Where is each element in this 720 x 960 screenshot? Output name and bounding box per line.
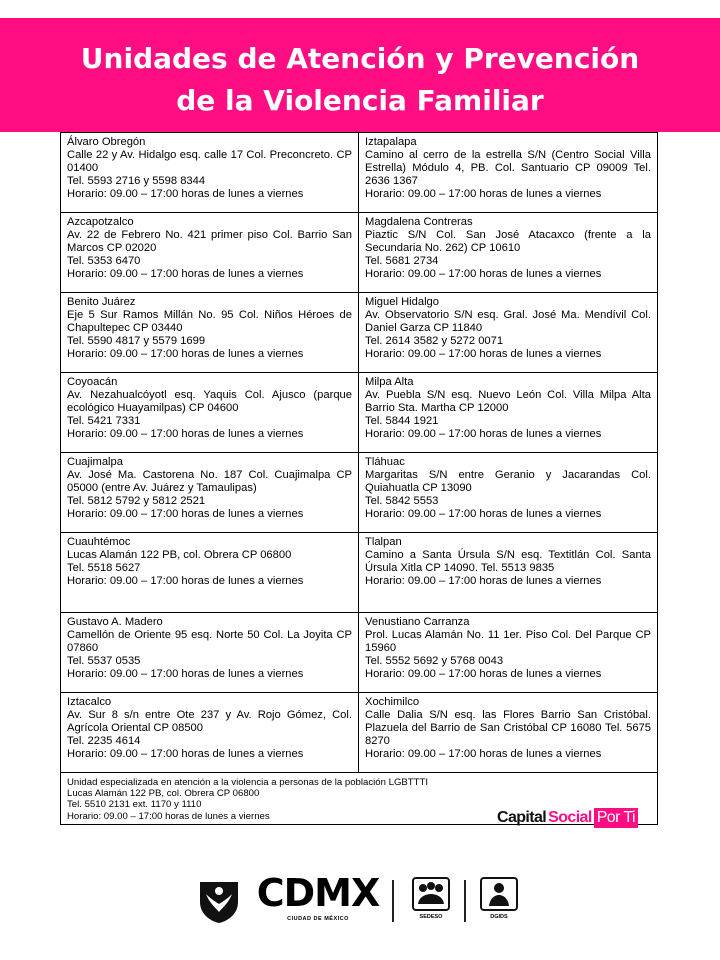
- unit-detail-line: Tel. 5842 5553: [365, 494, 439, 507]
- unit-cell: [359, 213, 658, 293]
- unit-detail-line: Camino a Santa Úrsula S/N esq. Textitlán Col. Santa Úrsula Xitla CP 14090. Tel. 5513 9835: [365, 548, 651, 574]
- unit-name: Azcapotzalco: [67, 216, 134, 228]
- unit-cell: [61, 453, 359, 533]
- unit-name: Coyoacán: [67, 376, 118, 388]
- unit-name: Gustavo A. Madero: [67, 616, 163, 628]
- unit-name: Cuajimalpa: [67, 456, 123, 468]
- unit-detail-line: Tel. 2614 3582 y 5272 0071: [365, 334, 504, 347]
- unit-detail-line: Av. Puebla S/N esq. Nuevo León Col. Villa Milpa Alta Barrio Sta. Martha CP 12000: [365, 388, 651, 414]
- unit-row: [61, 133, 658, 213]
- unit-row: [61, 453, 658, 533]
- unit-detail-line: Horario: 09.00 – 17:00 horas de lunes a viernes: [67, 747, 304, 760]
- unit-detail-line: Tel. 5681 2734: [365, 254, 439, 267]
- unit-detail-line: Horario: 09.00 – 17:00 horas de lunes a viernes: [365, 747, 602, 760]
- unit-detail-line: Av. 22 de Febrero No. 421 primer piso Col. Barrio San Marcos CP 02020: [67, 228, 352, 254]
- unit-row: [61, 693, 658, 773]
- unit-detail-line: Camino al cerro de la estrella S/N (Centro Social Villa Estrella) Módulo 4, PB. Col. Santuario CP 09009 Tel. 2636 1367: [365, 148, 651, 187]
- unit-name: Xochimilco: [365, 696, 420, 708]
- unit-cell: [359, 453, 658, 533]
- unit-cell: [359, 693, 658, 773]
- unit-cell: [61, 293, 359, 373]
- logo-divider: [464, 880, 466, 922]
- unit-detail-line: Tel. 5353 6470: [67, 254, 141, 267]
- dgids-emblem-icon: [479, 876, 519, 912]
- unit-detail-line: Lucas Alamán 122 PB, col. Obrera CP 06800: [67, 548, 292, 561]
- unit-detail-line: Camellón de Oriente 95 esq. Norte 50 Col. La Joyita CP 07860: [67, 628, 352, 654]
- unit-detail-line: Tel. 5421 7331: [67, 414, 141, 427]
- unit-name: Milpa Alta: [365, 376, 414, 388]
- unit-cell: [61, 693, 359, 773]
- unit-detail-line: Tel. 5593 2716 y 5598 8344: [67, 174, 206, 187]
- cdmx-subtitle: CIUDAD DE MÉXICO: [287, 916, 349, 922]
- special-unit-line: Lucas Alamán 122 PB, col. Obrera CP 06800: [67, 788, 260, 800]
- unit-detail-line: Horario: 09.00 – 17:00 horas de lunes a viernes: [67, 187, 304, 200]
- unit-cell: [359, 373, 658, 453]
- unit-name: Tlalpan: [365, 536, 402, 548]
- special-unit-line: Tel. 5510 2131 ext. 1170 y 1110: [67, 799, 202, 811]
- unit-name: Iztacalco: [67, 696, 112, 708]
- cdmx-wordmark: CDMX: [256, 871, 380, 915]
- unit-detail-line: Eje 5 Sur Ramos Millán No. 95 Col. Niños Héroes de Chapultepec CP 03440: [67, 308, 352, 334]
- unit-cell: [61, 533, 359, 613]
- unit-detail-line: Av. Sur 8 s/n entre Ote 237 y Av. Rojo Gómez, Col. Agrícola Oriental CP 08500: [67, 708, 352, 734]
- unit-detail-line: Calle Dalia S/N esq. las Flores Barrio San Cristóbal. Plazuela del Barrio de San Cristóbal CP 16080 Tel. 5675 8270: [365, 708, 651, 747]
- unit-detail-line: Horario: 09.00 – 17:00 horas de lunes a viernes: [365, 574, 602, 587]
- unit-name: Tláhuac: [365, 456, 405, 468]
- unit-detail-line: Tel. 5844 1921: [365, 414, 439, 427]
- unit-detail-line: Av. Nezahualcóyotl esq. Yaquis Col. Ajusco (parque ecológico Huayamilpas) CP 04600: [67, 388, 352, 414]
- unit-cell: [61, 613, 359, 693]
- unit-detail-line: Horario: 09.00 – 17:00 horas de lunes a viernes: [365, 427, 602, 440]
- unit-row: [61, 293, 658, 373]
- unit-name: Cuauhtémoc: [67, 536, 131, 548]
- unit-detail-line: Av. Observatorio S/N esq. Gral. José Ma. Mendívil Col. Daniel Garza CP 11840: [365, 308, 651, 334]
- unit-detail-line: Tel. 5537 0535: [67, 654, 141, 667]
- unit-cell: [359, 293, 658, 373]
- unit-detail-line: Margaritas S/N entre Geranio y Jacarandas Col. Quiahuatla CP 13090: [365, 468, 651, 494]
- unit-detail-line: Horario: 09.00 – 17:00 horas de lunes a viernes: [67, 507, 304, 520]
- sedeso-emblem-icon: [411, 876, 451, 912]
- brand-part-capital: Capital: [497, 809, 547, 826]
- unit-detail-line: Tel. 5590 4817 y 5579 1699: [67, 334, 206, 347]
- special-unit-line: Unidad especializada en atención a la violencia a personas de la población LGBTTTI: [67, 777, 429, 788]
- title-line-1: Unidades de Atención y Prevención: [80, 42, 640, 75]
- unit-detail-line: Prol. Lucas Alamán No. 11 1er. Piso Col. Del Parque CP 15960: [365, 628, 651, 654]
- cdmx-logo: [254, 871, 382, 926]
- unit-detail-line: Horario: 09.00 – 17:00 horas de lunes a viernes: [365, 267, 602, 280]
- brand-part-social: Social: [548, 809, 592, 826]
- page-title: [0, 38, 720, 122]
- unit-detail-line: Tel. 5518 5627: [67, 561, 141, 574]
- unit-name: Iztapalapa: [365, 136, 417, 148]
- unit-detail-line: Calle 22 y Av. Hidalgo esq. calle 17 Col. Preconcreto. CP 01400: [67, 148, 352, 174]
- unit-detail-line: Horario: 09.00 – 17:00 horas de lunes a viernes: [365, 667, 602, 680]
- logo-divider: [392, 880, 394, 922]
- unit-name: Benito Juárez: [67, 296, 136, 308]
- unit-name: Álvaro Obregón: [67, 136, 146, 148]
- sedeso-logo: [411, 876, 451, 926]
- footer-logos: [196, 871, 526, 926]
- unit-cell: [359, 133, 658, 213]
- unit-name: Venustiano Carranza: [365, 616, 470, 628]
- unit-detail-line: Piaztic S/N Col. San José Atacaxco (frente a la Secundaria No. 262) CP 10610: [365, 228, 651, 254]
- shield-emblem-icon: [196, 878, 242, 924]
- unit-cell: [359, 613, 658, 693]
- unit-row: [61, 373, 658, 453]
- sedeso-label: SEDESO: [419, 914, 443, 920]
- unit-name: Magdalena Contreras: [365, 216, 473, 228]
- unit-detail-line: Horario: 09.00 – 17:00 horas de lunes a viernes: [365, 187, 602, 200]
- unit-cell: [61, 133, 359, 213]
- units-table: [60, 132, 658, 825]
- unit-name: Miguel Hidalgo: [365, 296, 440, 308]
- unit-detail-line: Tel. 5812 5792 y 5812 2521: [67, 494, 206, 507]
- unit-cell: [61, 373, 359, 453]
- unit-detail-line: Tel. 2235 4614: [67, 734, 141, 747]
- special-unit-line: Horario: 09.00 – 17:00 horas de lunes a viernes: [67, 810, 270, 822]
- capital-social-brand: [497, 808, 638, 828]
- unit-detail-line: Horario: 09.00 – 17:00 horas de lunes a viernes: [67, 267, 304, 280]
- unit-detail-line: Horario: 09.00 – 17:00 horas de lunes a viernes: [365, 507, 602, 520]
- unit-detail-line: Tel. 5552 5692 y 5768 0043: [365, 654, 504, 667]
- unit-detail-line: Horario: 09.00 – 17:00 horas de lunes a viernes: [67, 347, 304, 360]
- unit-row: [61, 213, 658, 293]
- unit-detail-line: Horario: 09.00 – 17:00 horas de lunes a viernes: [67, 427, 304, 440]
- brand-part-por-ti: Por Ti: [594, 808, 638, 828]
- title-line-2: de la Violencia Familiar: [176, 84, 544, 117]
- unit-row: [61, 613, 658, 693]
- unit-detail-line: Av. José Ma. Castorena No. 187 Col. Cuajimalpa CP 05000 (entre Av. Juárez y Tamaulipas): [67, 468, 352, 494]
- unit-detail-line: Horario: 09.00 – 17:00 horas de lunes a viernes: [67, 667, 304, 680]
- units-table-body: [61, 133, 658, 773]
- unit-row: [61, 533, 658, 613]
- dgids-label: DGIDS: [490, 914, 508, 920]
- unit-cell: [61, 213, 359, 293]
- unit-detail-line: Horario: 09.00 – 17:00 horas de lunes a viernes: [67, 574, 304, 587]
- unit-detail-line: Horario: 09.00 – 17:00 horas de lunes a viernes: [365, 347, 602, 360]
- dgids-logo: [479, 876, 519, 926]
- page-header: [0, 18, 720, 132]
- unit-cell: [359, 533, 658, 613]
